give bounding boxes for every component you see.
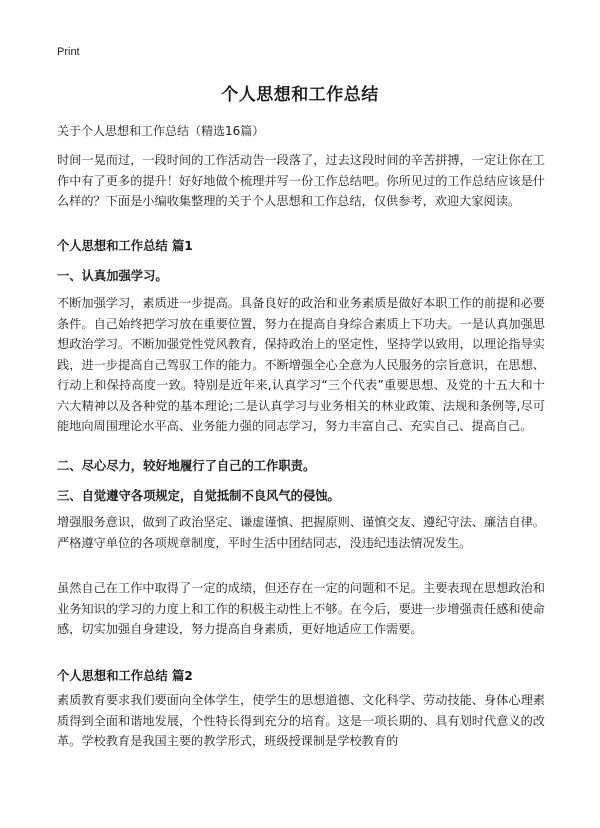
print-link[interactable]: Print (57, 46, 80, 58)
section-1-paragraph-2: 增强服务意识，做到了政治坚定、谦虚谨慎、把握原则、谨慎交友、遵纪守法、廉洁自律。严格遵守单位的各项规章制度，平时生活中团结同志，没违纪违法情况发生。 (57, 515, 545, 550)
section-1-point-3-heading: 三、自觉遵守各项规定，自觉抵制不良风气的侵蚀。 (57, 489, 340, 503)
section-1-paragraph-3: 虽然自己在工作中取得了一定的成绩，但还存在一定的问题和不足。主要表现在思想政治和业务知识的学习的力度上和工作的积极主动性上不够。在今后，要进一步增强责任感和使命感，切实加强自身建设，努力提高自身素质，更好地适应工作需要。 (57, 581, 545, 636)
document-subtitle: 关于个人思想和工作总结（精选16篇） (57, 124, 265, 138)
intro-paragraph: 时间一晃而过，一段时间的工作活动告一段落了，过去这段时间的辛苦拼搏，一定让你在工作中有了更多的提升！好好地做个梳理并写一份工作总结吧。你所见过的工作总结应该是什么样的？下面是小编收集整理的关于个人思想和工作总结，仅供参考，欢迎大家阅读。 (57, 153, 545, 208)
page-title: 个人思想和工作总结 (221, 85, 379, 105)
section-1-point-1-heading: 一、认真加强学习。 (57, 269, 168, 283)
section-2-paragraph-1: 素质教育要求我们要面向全体学生，使学生的思想道德、文化科学、劳动技能、身体心理素质得到全面和谐地发展，个性特长得到充分的培育。这是一项长期的、具有划时代意义的改革。学校教育是我国主要的教学形式，班级授课制是学校教育的 (57, 693, 545, 748)
section-2-heading: 个人思想和工作总结 篇2 (57, 669, 193, 683)
section-1-paragraph-1: 不断加强学习，素质进一步提高。具备良好的政治和业务素质是做好本职工作的前提和必要条件。自己始终把学习放在重要位置，努力在提高自身综合素质上下功夫。一是认真加强思想政治学习。不断加强党性党风教育，保持政治上的坚定性，坚持学以致用，以理论指导实践，进一步提高自己驾驭工作的能力。不断增强全心全意为人民服务的宗旨意识，在思想、行动上和保持高度一致。特别是近年来,认真学习“三个代表”重要思想、及党的十五大和十六大精神以及各种党的基本理论;二是认真学习与业务相关的林业政策、法规和条例等,尽可能地向周围理论水平高、业务能力强的同志学习，努力丰富自己、充实自己、提高自己。 (57, 296, 545, 433)
section-1-heading: 个人思想和工作总结 篇1 (57, 239, 193, 253)
section-1-point-2-heading: 二、尽心尽力，较好地履行了自己的工作职责。 (57, 459, 316, 473)
